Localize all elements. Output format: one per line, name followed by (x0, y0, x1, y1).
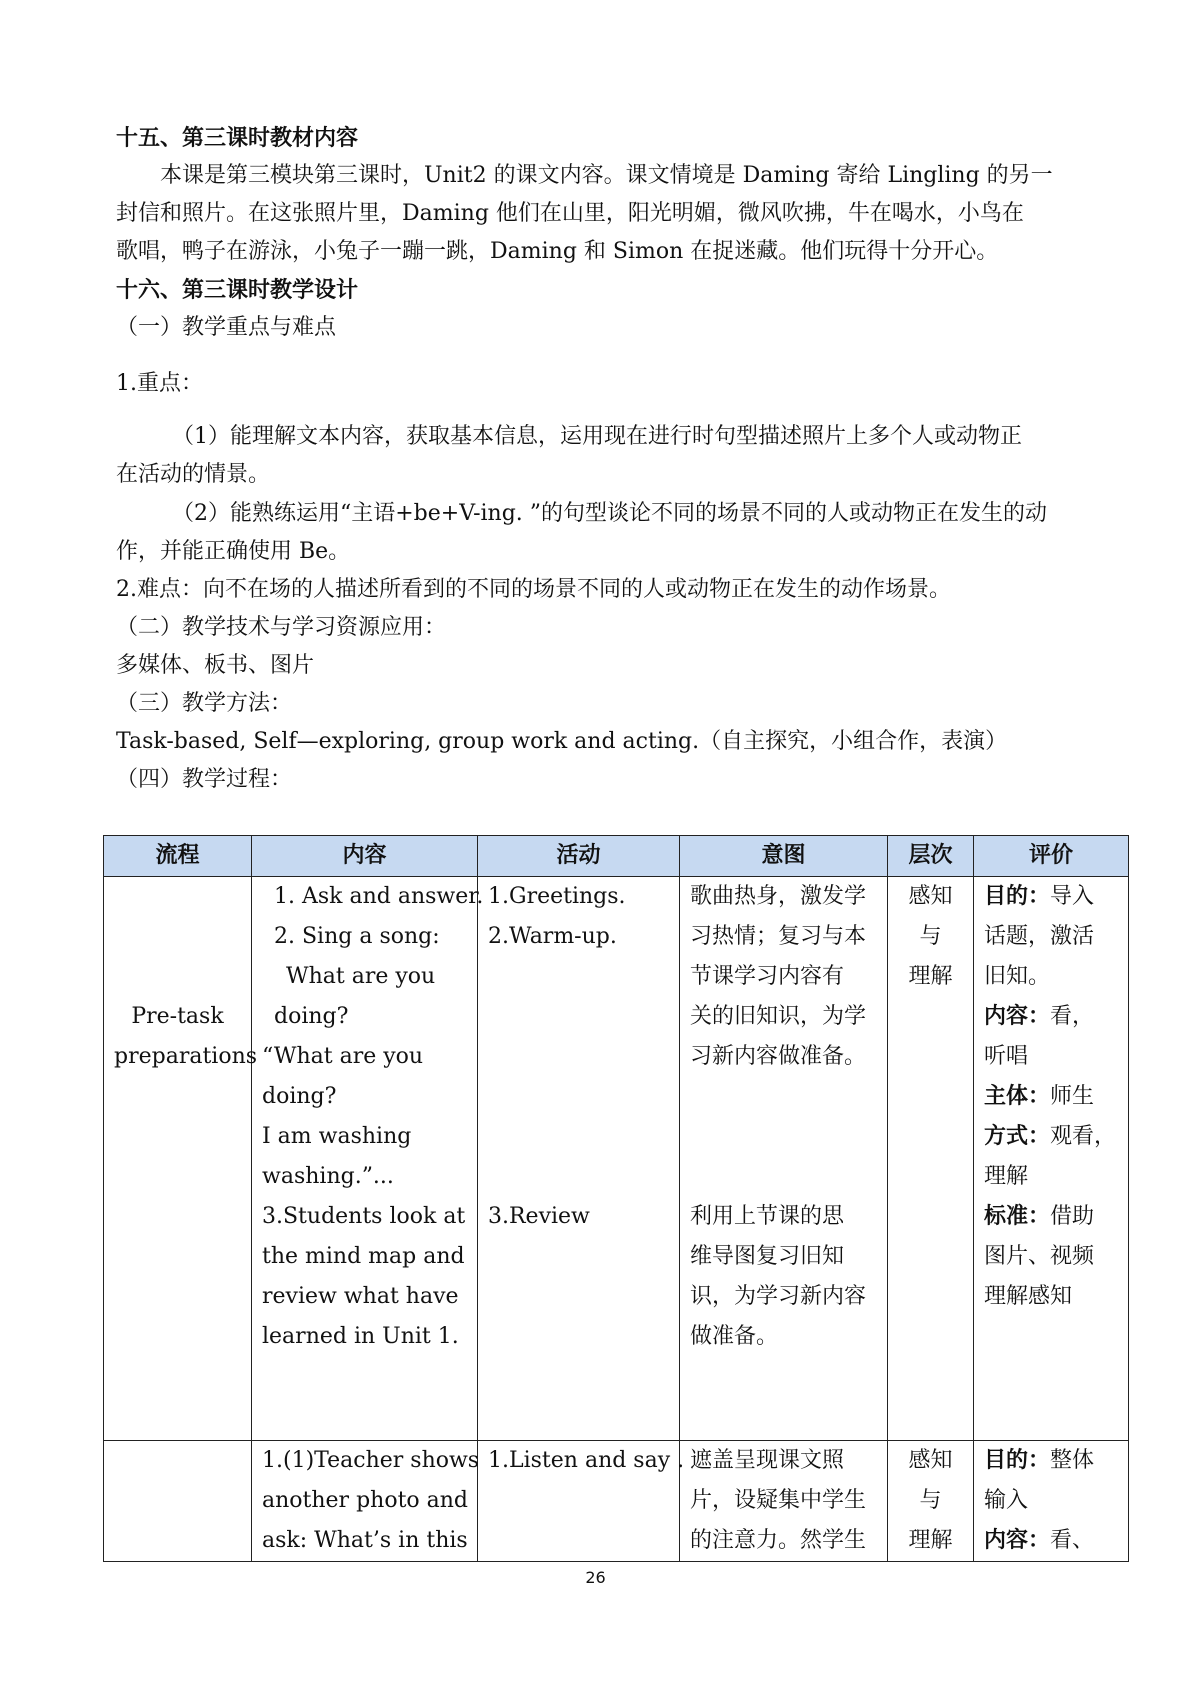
header-intent: 意图 (680, 836, 888, 877)
stage-line: Pre-task (131, 1004, 224, 1029)
content-line: 2. Sing a song: (274, 924, 440, 949)
eval-line: 输入 (984, 1488, 1029, 1513)
level-line: 与 (919, 1488, 942, 1513)
content-line: What are you (286, 964, 436, 989)
key-point-2b: 作，并能正确使用 Be。 (116, 539, 351, 564)
header-evaluation: 评价 (974, 836, 1129, 877)
eval-line: 旧知。 (984, 964, 1051, 989)
key-point-1b: 在活动的情景。 (116, 462, 271, 487)
intent-line: 习新内容做准备。 (690, 1044, 867, 1069)
eval-line: 内容：看、 (984, 1528, 1095, 1553)
key-point-2a: （2）能熟练运用“主语+be+V-ing. ”的句型谈论不同的场景不同的人或动物正在发生的动 (172, 501, 1048, 526)
activity-cell (478, 1441, 685, 1562)
section-15-title: 十五、第三课时教材内容 (116, 125, 359, 151)
intent-line: 识，为学习新内容 (690, 1284, 867, 1309)
eval-line: 理解 (984, 1164, 1029, 1189)
paragraph-line: 本课是第三模块第三课时，Unit2 的课文内容。课文情境是 Daming 寄给 Lingling 的另一 (160, 163, 1053, 188)
evaluation-cell (974, 877, 1129, 1441)
eval-line: 方式：观看， (984, 1124, 1117, 1149)
content-line: the mind map and (262, 1244, 465, 1269)
eval-line: 标准：借助 (984, 1204, 1095, 1229)
content-line: another photo and (262, 1488, 469, 1513)
eval-line: 目的：整体 (984, 1448, 1095, 1473)
intent-line: 做准备。 (690, 1324, 779, 1349)
eval-line: 目的：导入 (984, 884, 1095, 909)
level-line: 理解 (908, 964, 953, 989)
intent-line: 歌曲热身，激发学 (690, 884, 867, 909)
eval-line: 话题，激活 (984, 924, 1095, 949)
paragraph-line: 歌唱，鸭子在游泳，小兔子一蹦一跳，Daming 和 Simon 在捉迷藏。他们玩得十分开心。 (116, 239, 999, 264)
level-line: 理解 (908, 1528, 953, 1553)
eval-line: 主体：师生 (984, 1084, 1095, 1109)
content-line: 3.Students look at (262, 1204, 466, 1229)
stage-line: preparations (114, 1044, 258, 1069)
intent-line: 遮盖呈现课文照 (690, 1448, 845, 1473)
subheading-2: （二）教学技术与学习资源应用： (116, 615, 447, 640)
content-line: I am washing (262, 1124, 412, 1149)
eval-line: 听唱 (984, 1044, 1029, 1069)
intent-line: 习热情；复习与本 (690, 924, 867, 949)
activity-line: 3.Review (488, 1204, 590, 1229)
content-line: 1. Ask and answer. (274, 884, 484, 909)
subheading-4: （四）教学过程： (116, 767, 293, 792)
key-point-1a: （1）能理解文本内容，获取基本信息，运用现在进行时句型描述照片上多个人或动物正 (172, 424, 1022, 449)
teaching-process-table (103, 835, 1129, 1562)
difficulty: 2.难点：向不在场的人描述所看到的不同的场景不同的人或动物正在发生的动作场景。 (116, 577, 951, 602)
header-level: 层次 (888, 836, 974, 877)
level-line: 与 (919, 924, 942, 949)
tech-resources: 多媒体、板书、图片 (116, 653, 315, 678)
content-line: ask: What’s in this (262, 1528, 468, 1553)
content-line: 1.(1)Teacher shows (262, 1448, 480, 1473)
table-row (104, 1441, 1129, 1562)
activity-line: 1.Listen and say . (488, 1448, 685, 1473)
content-cell (252, 1441, 478, 1562)
content-line: doing? (274, 1004, 349, 1029)
table-header-row (104, 836, 1129, 877)
activity-line: 2.Warm-up. (488, 924, 617, 949)
subheading-3: （三）教学方法： (116, 691, 293, 716)
teaching-method: Task-based, Self—exploring, group work and acting.（自主探究，小组合作，表演） (116, 729, 1008, 754)
level-line: 感知 (908, 884, 953, 909)
intent-line: 节课学习内容有 (690, 964, 845, 989)
activity-line: 1.Greetings. (488, 884, 626, 909)
content-line: doing? (262, 1084, 337, 1109)
level-line: 感知 (908, 1448, 953, 1473)
content-line: learned in Unit 1. (262, 1324, 459, 1349)
header-activity: 活动 (478, 836, 680, 877)
key-points-label: 1.重点： (116, 371, 203, 396)
stage-cell (104, 877, 258, 1441)
evaluation-cell (974, 1441, 1129, 1562)
eval-line: 内容：看， (984, 1004, 1095, 1029)
intent-line: 的注意力。然学生 (690, 1528, 867, 1553)
header-process: 流程 (104, 836, 252, 877)
subheading-1: （一）教学重点与难点 (116, 315, 337, 340)
intent-cell (680, 1441, 888, 1562)
content-cell (252, 877, 484, 1441)
content-line: review what have (262, 1284, 459, 1309)
level-cell (888, 877, 974, 1441)
activity-cell (478, 877, 680, 1441)
eval-line: 理解感知 (984, 1284, 1073, 1309)
intent-line: 片，设疑集中学生 (690, 1488, 867, 1513)
stage-cell (104, 1441, 252, 1562)
intent-line: 关的旧知识，为学 (690, 1004, 867, 1029)
intent-line: 维导图复习旧知 (690, 1244, 845, 1269)
header-content: 内容 (252, 836, 478, 877)
content-line: washing.”... (262, 1164, 394, 1189)
section-16-title: 十六、第三课时教学设计 (116, 277, 359, 303)
eval-line: 图片、视频 (984, 1244, 1095, 1269)
table-row (104, 877, 1129, 1441)
intent-line: 利用上节课的思 (690, 1204, 845, 1229)
intent-cell (680, 877, 888, 1441)
level-cell (888, 1441, 974, 1562)
content-line: “What are you (262, 1044, 424, 1069)
page-number: 26 (585, 1568, 606, 1587)
paragraph-line: 封信和照片。在这张照片里，Daming 他们在山里，阳光明媚，微风吹拂，牛在喝水，小鸟在 (116, 201, 1024, 226)
